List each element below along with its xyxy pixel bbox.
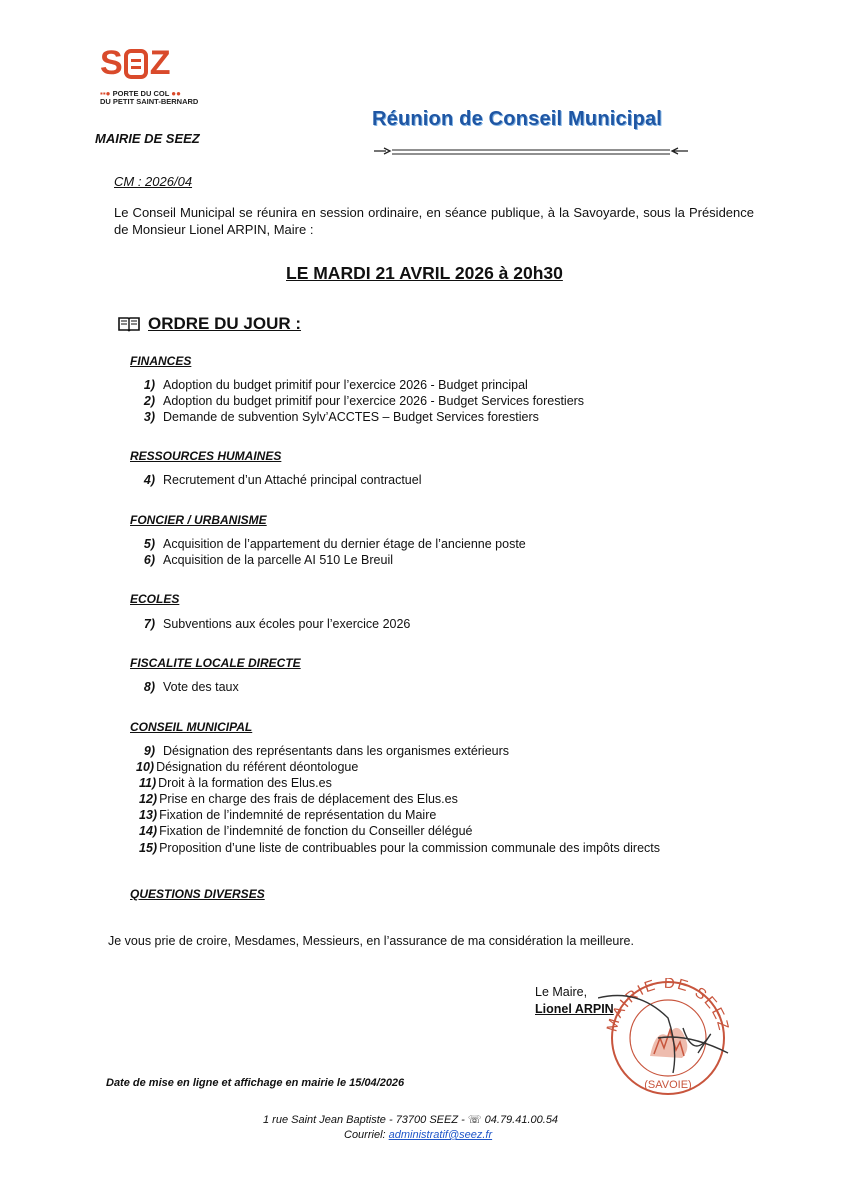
- agenda-item: 14) Fixation de l’indemnité de fonction du Conseiller délégué: [139, 824, 473, 838]
- logo-wordmark: S Z: [100, 44, 170, 82]
- agenda-item: 10) Désignation du référent déontologue: [136, 760, 359, 774]
- agenda-item: 11) Droit à la formation des Elus.es: [139, 776, 332, 790]
- section-ecoles: ECOLES: [130, 592, 180, 606]
- logo-tagline: ▪▪● PORTE DU COL ●● DU PETIT SAINT-BERNARD: [100, 89, 199, 106]
- agenda-item: 12) Prise en charge des frais de déplacement des Elus.es: [139, 792, 458, 806]
- agenda-item: 6) Acquisition de la parcelle AI 510 Le Breuil: [143, 553, 394, 567]
- open-book-icon: [118, 316, 140, 332]
- mairie-stamp: [598, 978, 738, 1098]
- svg-text:MAIRIE DE SEEZ: MAIRIE DE SEEZ: [603, 978, 733, 1034]
- closing-sentence: Je vous prie de croire, Mesdames, Messieurs, en l’assurance de ma considération la meilleure.: [108, 934, 634, 948]
- agenda-item: 1) Adoption du budget primitif pour l’exercice 2026 - Budget principal: [143, 378, 528, 392]
- email-link[interactable]: administratif@seez.fr: [388, 1129, 493, 1141]
- agenda-item: 13) Fixation de l’indemnité de représentation du Maire: [139, 808, 437, 822]
- footer-address: 1 rue Saint Jean Baptiste - 73700 SEEZ - ☏ 04.79.41.00.54: [263, 1114, 559, 1126]
- section-ressources-humaines: RESSOURCES HUMAINES: [130, 449, 282, 463]
- agenda-item: 4) Recrutement d’un Attaché principal contractuel: [143, 473, 422, 487]
- agenda-item: 15) Proposition d’une liste de contribuables pour la commission communale des impôts directs: [139, 841, 661, 855]
- agenda-item: 7) Subventions aux écoles pour l’exercice 2026: [143, 617, 411, 631]
- agenda-item: 2) Adoption du budget primitif pour l’exercice 2026 - Budget Services forestiers: [143, 394, 585, 408]
- commune-logo: [100, 44, 199, 124]
- title-divider: [372, 146, 690, 158]
- mairie-label: MAIRIE DE SEEZ: [95, 131, 200, 146]
- agenda-item: 8) Vote des taux: [143, 680, 239, 694]
- section-foncier-urbanisme: FONCIER / URBANISME: [130, 513, 267, 527]
- footer-email-line: [344, 1129, 492, 1141]
- publication-date: Date de mise en ligne et affichage en mairie le 15/04/2026: [106, 1077, 405, 1089]
- email-label: Courriel:: [344, 1129, 386, 1141]
- intro-paragraph: Le Conseil Municipal se réunira en session ordinaire, en séance publique, à la Savoyarde, sous la Présidence de Monsieur Lionel ARPIN, Maire :: [114, 205, 754, 237]
- cm-reference: CM : 2026/04: [114, 174, 193, 189]
- signatory-role: Le Maire,: [535, 985, 588, 999]
- meeting-date: LE MARDI 21 AVRIL 2026 à 20h30: [286, 263, 563, 283]
- section-questions-diverses: QUESTIONS DIVERSES: [130, 887, 265, 901]
- agenda-title: ORDRE DU JOUR :: [148, 314, 302, 333]
- section-conseil-municipal: CONSEIL MUNICIPAL: [130, 720, 253, 734]
- agenda-item: 9) Désignation des représentants dans les organismes extérieurs: [143, 744, 510, 758]
- document-title: Réunion de Conseil Municipal: [372, 108, 663, 130]
- signatory-name: Lionel ARPIN: [535, 1002, 614, 1016]
- section-finances: FINANCES: [130, 354, 192, 368]
- svg-text:(SAVOIE): (SAVOIE): [644, 1079, 692, 1091]
- agenda-heading: [118, 314, 301, 334]
- agenda-item: 5) Acquisition de l’appartement du dernier étage de l’ancienne poste: [143, 537, 526, 551]
- agenda-item: 3) Demande de subvention Sylv’ACCTES – Budget Services forestiers: [143, 410, 539, 424]
- section-fiscalite: FISCALITE LOCALE DIRECTE: [130, 656, 301, 670]
